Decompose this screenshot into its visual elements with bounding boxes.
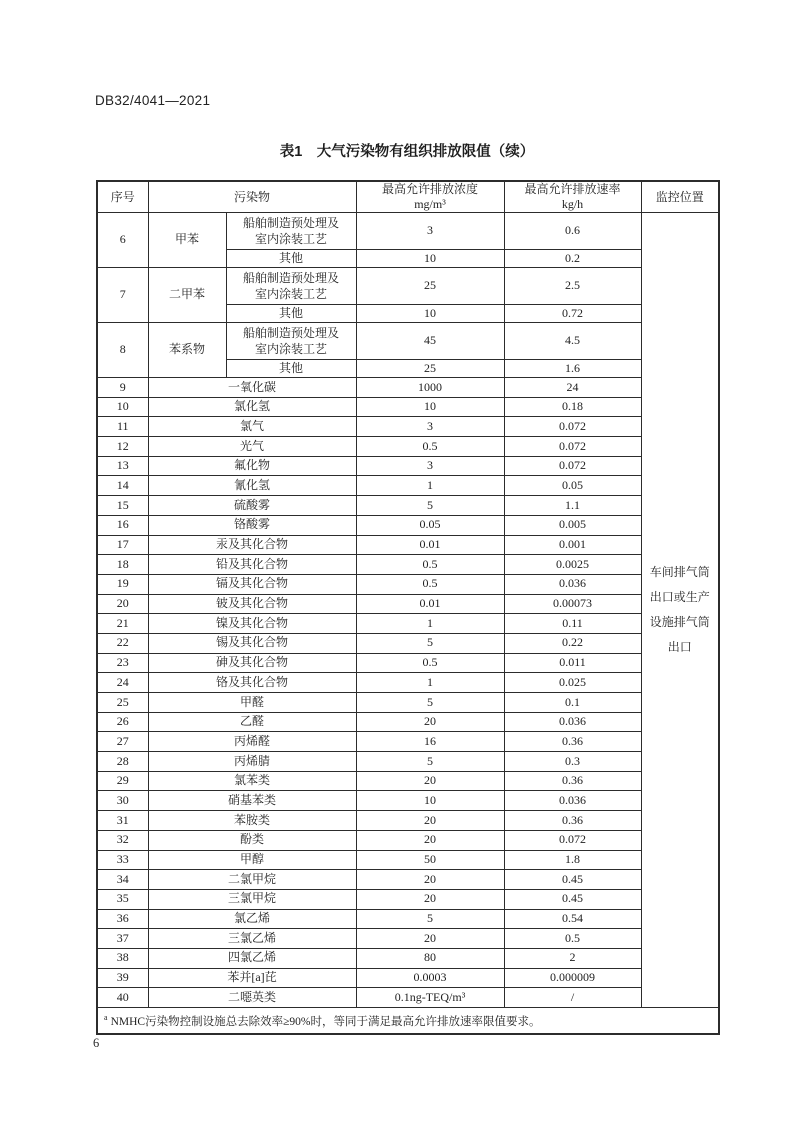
table-row — [97, 673, 719, 693]
cell-pollutant: 氯化氢 — [148, 397, 356, 417]
cell-pollutant: 铬及其化合物 — [148, 673, 356, 693]
cell-pollutant: 丙烯醛 — [148, 732, 356, 752]
table-row — [97, 948, 719, 968]
cell-serial: 18 — [97, 555, 148, 575]
cell-pollutant: 硝基苯类 — [148, 791, 356, 811]
cell-pollutant: 氟化物 — [148, 456, 356, 476]
table-row — [97, 830, 719, 850]
cell-rate: 0.54 — [504, 909, 641, 929]
cell-concentration: 20 — [356, 889, 504, 909]
cell-concentration: 16 — [356, 732, 504, 752]
cell-concentration: 20 — [356, 811, 504, 831]
cell-serial: 39 — [97, 968, 148, 988]
table-header-row — [97, 181, 719, 213]
cell-concentration: 1 — [356, 673, 504, 693]
cell-serial: 34 — [97, 870, 148, 890]
cell-pollutant: 苯胺类 — [148, 811, 356, 831]
cell-rate: 0.025 — [504, 673, 641, 693]
cell-rate: 24 — [504, 378, 641, 398]
cell-concentration: 10 — [356, 305, 504, 323]
cell-rate: 0.2 — [504, 250, 641, 268]
cell-pollutant: 硫酸雾 — [148, 496, 356, 516]
cell-concentration: 0.5 — [356, 555, 504, 575]
cell-rate: 0.072 — [504, 456, 641, 476]
cell-concentration: 1 — [356, 476, 504, 496]
process-condition-text: 船舶制造预处理及室内涂装工艺 — [242, 271, 339, 301]
cell-pollutant: 甲醛 — [148, 693, 356, 713]
cell-serial: 12 — [97, 437, 148, 457]
cell-concentration: 25 — [356, 360, 504, 378]
cell-concentration: 0.1ng-TEQ/m³ — [356, 988, 504, 1008]
cell-concentration: 0.0003 — [356, 968, 504, 988]
cell-pollutant: 氰化氢 — [148, 476, 356, 496]
cell-pollutant: 光气 — [148, 437, 356, 457]
cell-concentration: 10 — [356, 397, 504, 417]
cell-serial: 37 — [97, 929, 148, 949]
cell-rate: 0.072 — [504, 437, 641, 457]
header-rate — [504, 181, 641, 213]
cell-concentration: 25 — [356, 268, 504, 305]
table-row — [97, 712, 719, 732]
cell-rate: 2 — [504, 948, 641, 968]
cell-pollutant: 四氯乙烯 — [148, 948, 356, 968]
cell-rate: 0.036 — [504, 574, 641, 594]
cell-process-condition — [226, 268, 356, 305]
cell-concentration: 5 — [356, 633, 504, 653]
cell-rate: 1.8 — [504, 850, 641, 870]
document-number: DB32/4041—2021 — [95, 93, 211, 108]
cell-rate: 0.036 — [504, 791, 641, 811]
header-rate-unit: kg/h — [561, 197, 584, 211]
table-title: 表1 大气污染物有组织排放限值（续） — [279, 144, 535, 160]
table-row — [97, 476, 719, 496]
cell-concentration: 0.5 — [356, 437, 504, 457]
emission-limits-table — [96, 180, 720, 1035]
monitor-location-text: 车间排气筒出口或生产设施排气筒出口 — [649, 565, 710, 654]
process-condition-text: 船舶制造预处理及室内涂装工艺 — [242, 326, 339, 356]
cell-concentration: 20 — [356, 712, 504, 732]
cell-rate: 0.005 — [504, 515, 641, 535]
cell-concentration: 3 — [356, 213, 504, 250]
cell-pollutant: 甲醇 — [148, 850, 356, 870]
cell-rate: 2.5 — [504, 268, 641, 305]
cell-rate: 0.11 — [504, 614, 641, 634]
table-body — [97, 213, 719, 1008]
table-row — [97, 909, 719, 929]
cell-pollutant: 苯并[a]芘 — [148, 968, 356, 988]
cell-pollutant: 三氯甲烷 — [148, 889, 356, 909]
cell-pollutant: 氯乙烯 — [148, 909, 356, 929]
cell-rate: 0.45 — [504, 889, 641, 909]
cell-concentration: 0.5 — [356, 653, 504, 673]
cell-rate: 0.072 — [504, 417, 641, 437]
cell-pollutant: 甲苯 — [148, 213, 226, 268]
cell-concentration: 10 — [356, 791, 504, 811]
cell-concentration: 20 — [356, 870, 504, 890]
cell-pollutant: 酚类 — [148, 830, 356, 850]
table-row — [97, 614, 719, 634]
table-row — [97, 594, 719, 614]
cell-concentration: 3 — [356, 417, 504, 437]
cell-rate: 0.036 — [504, 712, 641, 732]
cell-concentration: 0.05 — [356, 515, 504, 535]
cell-pollutant: 三氯乙烯 — [148, 929, 356, 949]
footnote-text: NMHC污染物控制设施总去除效率≥90%时，等同于满足最高允许排放速率限值要求。 — [110, 1015, 541, 1028]
cell-pollutant: 氯苯类 — [148, 771, 356, 791]
table-row — [97, 378, 719, 398]
table-row — [97, 213, 719, 250]
cell-serial: 29 — [97, 771, 148, 791]
cell-serial: 8 — [97, 323, 148, 378]
cell-serial: 25 — [97, 693, 148, 713]
cell-rate: 0.1 — [504, 693, 641, 713]
cell-concentration: 45 — [356, 323, 504, 360]
cell-pollutant: 镉及其化合物 — [148, 574, 356, 594]
cell-monitor-location — [641, 213, 719, 1008]
cell-serial: 24 — [97, 673, 148, 693]
table-row — [97, 988, 719, 1008]
cell-pollutant: 苯系物 — [148, 323, 226, 378]
cell-pollutant: 丙烯腈 — [148, 752, 356, 772]
cell-process-condition — [226, 213, 356, 250]
cell-serial: 23 — [97, 653, 148, 673]
cell-serial: 31 — [97, 811, 148, 831]
cell-process-condition: 其他 — [226, 305, 356, 323]
footnote-cell — [97, 1008, 719, 1035]
cell-serial: 20 — [97, 594, 148, 614]
cell-rate: 0.36 — [504, 811, 641, 831]
cell-concentration: 10 — [356, 250, 504, 268]
table-row — [97, 555, 719, 575]
table-row — [97, 693, 719, 713]
cell-serial: 22 — [97, 633, 148, 653]
cell-pollutant: 二氯甲烷 — [148, 870, 356, 890]
header-concentration — [356, 181, 504, 213]
header-pollutant: 污染物 — [148, 181, 356, 213]
header-concentration-unit: mg/m³ — [414, 197, 446, 211]
cell-pollutant: 砷及其化合物 — [148, 653, 356, 673]
cell-concentration: 1 — [356, 614, 504, 634]
cell-serial: 30 — [97, 791, 148, 811]
cell-rate: 0.45 — [504, 870, 641, 890]
cell-rate: 0.72 — [504, 305, 641, 323]
cell-rate: 0.00073 — [504, 594, 641, 614]
cell-rate: 0.072 — [504, 830, 641, 850]
cell-concentration: 5 — [356, 909, 504, 929]
cell-concentration: 50 — [356, 850, 504, 870]
cell-serial: 13 — [97, 456, 148, 476]
table-row — [97, 268, 719, 305]
cell-process-condition: 其他 — [226, 250, 356, 268]
cell-rate: 0.3 — [504, 752, 641, 772]
cell-concentration: 0.01 — [356, 535, 504, 555]
cell-serial: 35 — [97, 889, 148, 909]
table-row — [97, 850, 719, 870]
cell-rate: 0.36 — [504, 771, 641, 791]
cell-serial: 19 — [97, 574, 148, 594]
cell-serial: 11 — [97, 417, 148, 437]
table-row — [97, 968, 719, 988]
cell-concentration: 0.01 — [356, 594, 504, 614]
cell-rate: 0.000009 — [504, 968, 641, 988]
cell-concentration: 5 — [356, 693, 504, 713]
table-row — [97, 653, 719, 673]
table-row — [97, 732, 719, 752]
cell-serial: 36 — [97, 909, 148, 929]
cell-pollutant: 镍及其化合物 — [148, 614, 356, 634]
cell-rate: 0.22 — [504, 633, 641, 653]
cell-pollutant: 汞及其化合物 — [148, 535, 356, 555]
table-row — [97, 633, 719, 653]
cell-rate: 0.05 — [504, 476, 641, 496]
cell-serial: 38 — [97, 948, 148, 968]
cell-pollutant: 乙醛 — [148, 712, 356, 732]
table-row — [97, 456, 719, 476]
cell-rate: 1.6 — [504, 360, 641, 378]
cell-rate: 0.18 — [504, 397, 641, 417]
cell-serial: 6 — [97, 213, 148, 268]
table-row — [97, 323, 719, 360]
header-concentration-label: 最高允许排放浓度 — [382, 182, 479, 196]
cell-serial: 7 — [97, 268, 148, 323]
cell-concentration: 5 — [356, 752, 504, 772]
cell-rate: 0.0025 — [504, 555, 641, 575]
header-serial: 序号 — [97, 181, 148, 213]
table-row — [97, 515, 719, 535]
cell-serial: 15 — [97, 496, 148, 516]
table-row — [97, 437, 719, 457]
page-number: 6 — [93, 1036, 100, 1050]
cell-pollutant: 铅及其化合物 — [148, 555, 356, 575]
cell-serial: 16 — [97, 515, 148, 535]
table-row — [97, 496, 719, 516]
cell-rate: 0.011 — [504, 653, 641, 673]
cell-concentration: 1000 — [356, 378, 504, 398]
table-row — [97, 417, 719, 437]
cell-serial: 40 — [97, 988, 148, 1008]
header-monitor-location: 监控位置 — [641, 181, 719, 213]
table-row — [97, 811, 719, 831]
cell-rate: 0.5 — [504, 929, 641, 949]
cell-concentration: 20 — [356, 771, 504, 791]
table-row — [97, 535, 719, 555]
cell-serial: 14 — [97, 476, 148, 496]
cell-serial: 28 — [97, 752, 148, 772]
table-row — [97, 889, 719, 909]
cell-concentration: 0.5 — [356, 574, 504, 594]
cell-pollutant: 二噁英类 — [148, 988, 356, 1008]
cell-rate: 0.001 — [504, 535, 641, 555]
cell-serial: 17 — [97, 535, 148, 555]
cell-serial: 32 — [97, 830, 148, 850]
cell-concentration: 20 — [356, 830, 504, 850]
cell-pollutant: 铍及其化合物 — [148, 594, 356, 614]
cell-serial: 26 — [97, 712, 148, 732]
table-row — [97, 929, 719, 949]
cell-process-condition: 其他 — [226, 360, 356, 378]
table-row — [97, 870, 719, 890]
cell-rate: 1.1 — [504, 496, 641, 516]
table-row — [97, 397, 719, 417]
header-rate-label: 最高允许排放速率 — [524, 182, 621, 196]
cell-pollutant: 锡及其化合物 — [148, 633, 356, 653]
cell-concentration: 20 — [356, 929, 504, 949]
footnote-marker: a — [104, 1013, 108, 1023]
cell-concentration: 5 — [356, 496, 504, 516]
cell-serial: 33 — [97, 850, 148, 870]
cell-serial: 9 — [97, 378, 148, 398]
table-row — [97, 574, 719, 594]
table-row — [97, 752, 719, 772]
footnote-row — [97, 1008, 719, 1035]
cell-rate: 4.5 — [504, 323, 641, 360]
cell-serial: 21 — [97, 614, 148, 634]
cell-concentration: 80 — [356, 948, 504, 968]
cell-serial: 27 — [97, 732, 148, 752]
cell-rate: 0.36 — [504, 732, 641, 752]
cell-pollutant: 氯气 — [148, 417, 356, 437]
cell-pollutant: 铬酸雾 — [148, 515, 356, 535]
table-row — [97, 791, 719, 811]
cell-rate: 0.6 — [504, 213, 641, 250]
cell-serial: 10 — [97, 397, 148, 417]
cell-pollutant: 二甲苯 — [148, 268, 226, 323]
cell-process-condition — [226, 323, 356, 360]
cell-concentration: 3 — [356, 456, 504, 476]
cell-rate: / — [504, 988, 641, 1008]
table-row — [97, 771, 719, 791]
cell-pollutant: 一氧化碳 — [148, 378, 356, 398]
process-condition-text: 船舶制造预处理及室内涂装工艺 — [242, 216, 339, 246]
